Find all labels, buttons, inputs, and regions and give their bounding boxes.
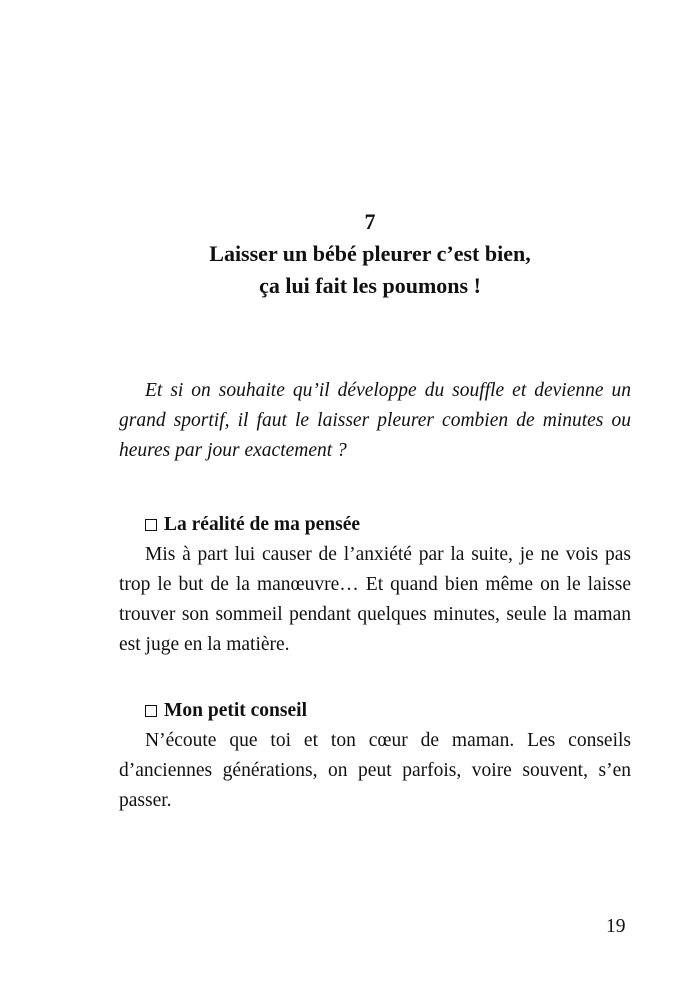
chapter-title-line-2: ça lui fait les poumons ! — [259, 273, 481, 298]
section-reality — [119, 510, 631, 660]
chapter-number: 7 — [364, 209, 376, 234]
checkbox-icon — [145, 519, 157, 531]
section-body: N’écoute que toi et ton cœur de maman. Les conseils d’anciennes générations, on peut parfois, voire souvent, s’en passer. — [119, 730, 631, 811]
section-body: Mis à part lui causer de l’anxiété par la suite, je ne vois pas trop le but de la manœuvre… Et quand bien même on le laisse trouver son sommeil pendant quelques minutes, seule la maman est juge en la matière. — [119, 544, 631, 655]
chapter-title — [0, 238, 700, 302]
section-advice — [119, 696, 631, 816]
page-number: 19 — [606, 916, 626, 937]
section-heading-text: La réalité de ma pensée — [164, 514, 361, 535]
intro-paragraph: Et si on souhaite qu’il développe du souffle et devienne un grand sportif, il faut le laisser pleurer combien de minutes ou heures par jour exactement ? — [119, 380, 631, 461]
section-heading — [119, 510, 631, 540]
chapter-title-line-1: Laisser un bébé pleurer c’est bien, — [209, 241, 531, 266]
section-heading — [119, 696, 631, 726]
section-heading-text: Mon petit conseil — [164, 700, 307, 721]
intro-paragraph-block — [119, 376, 631, 466]
checkbox-icon — [145, 705, 157, 717]
